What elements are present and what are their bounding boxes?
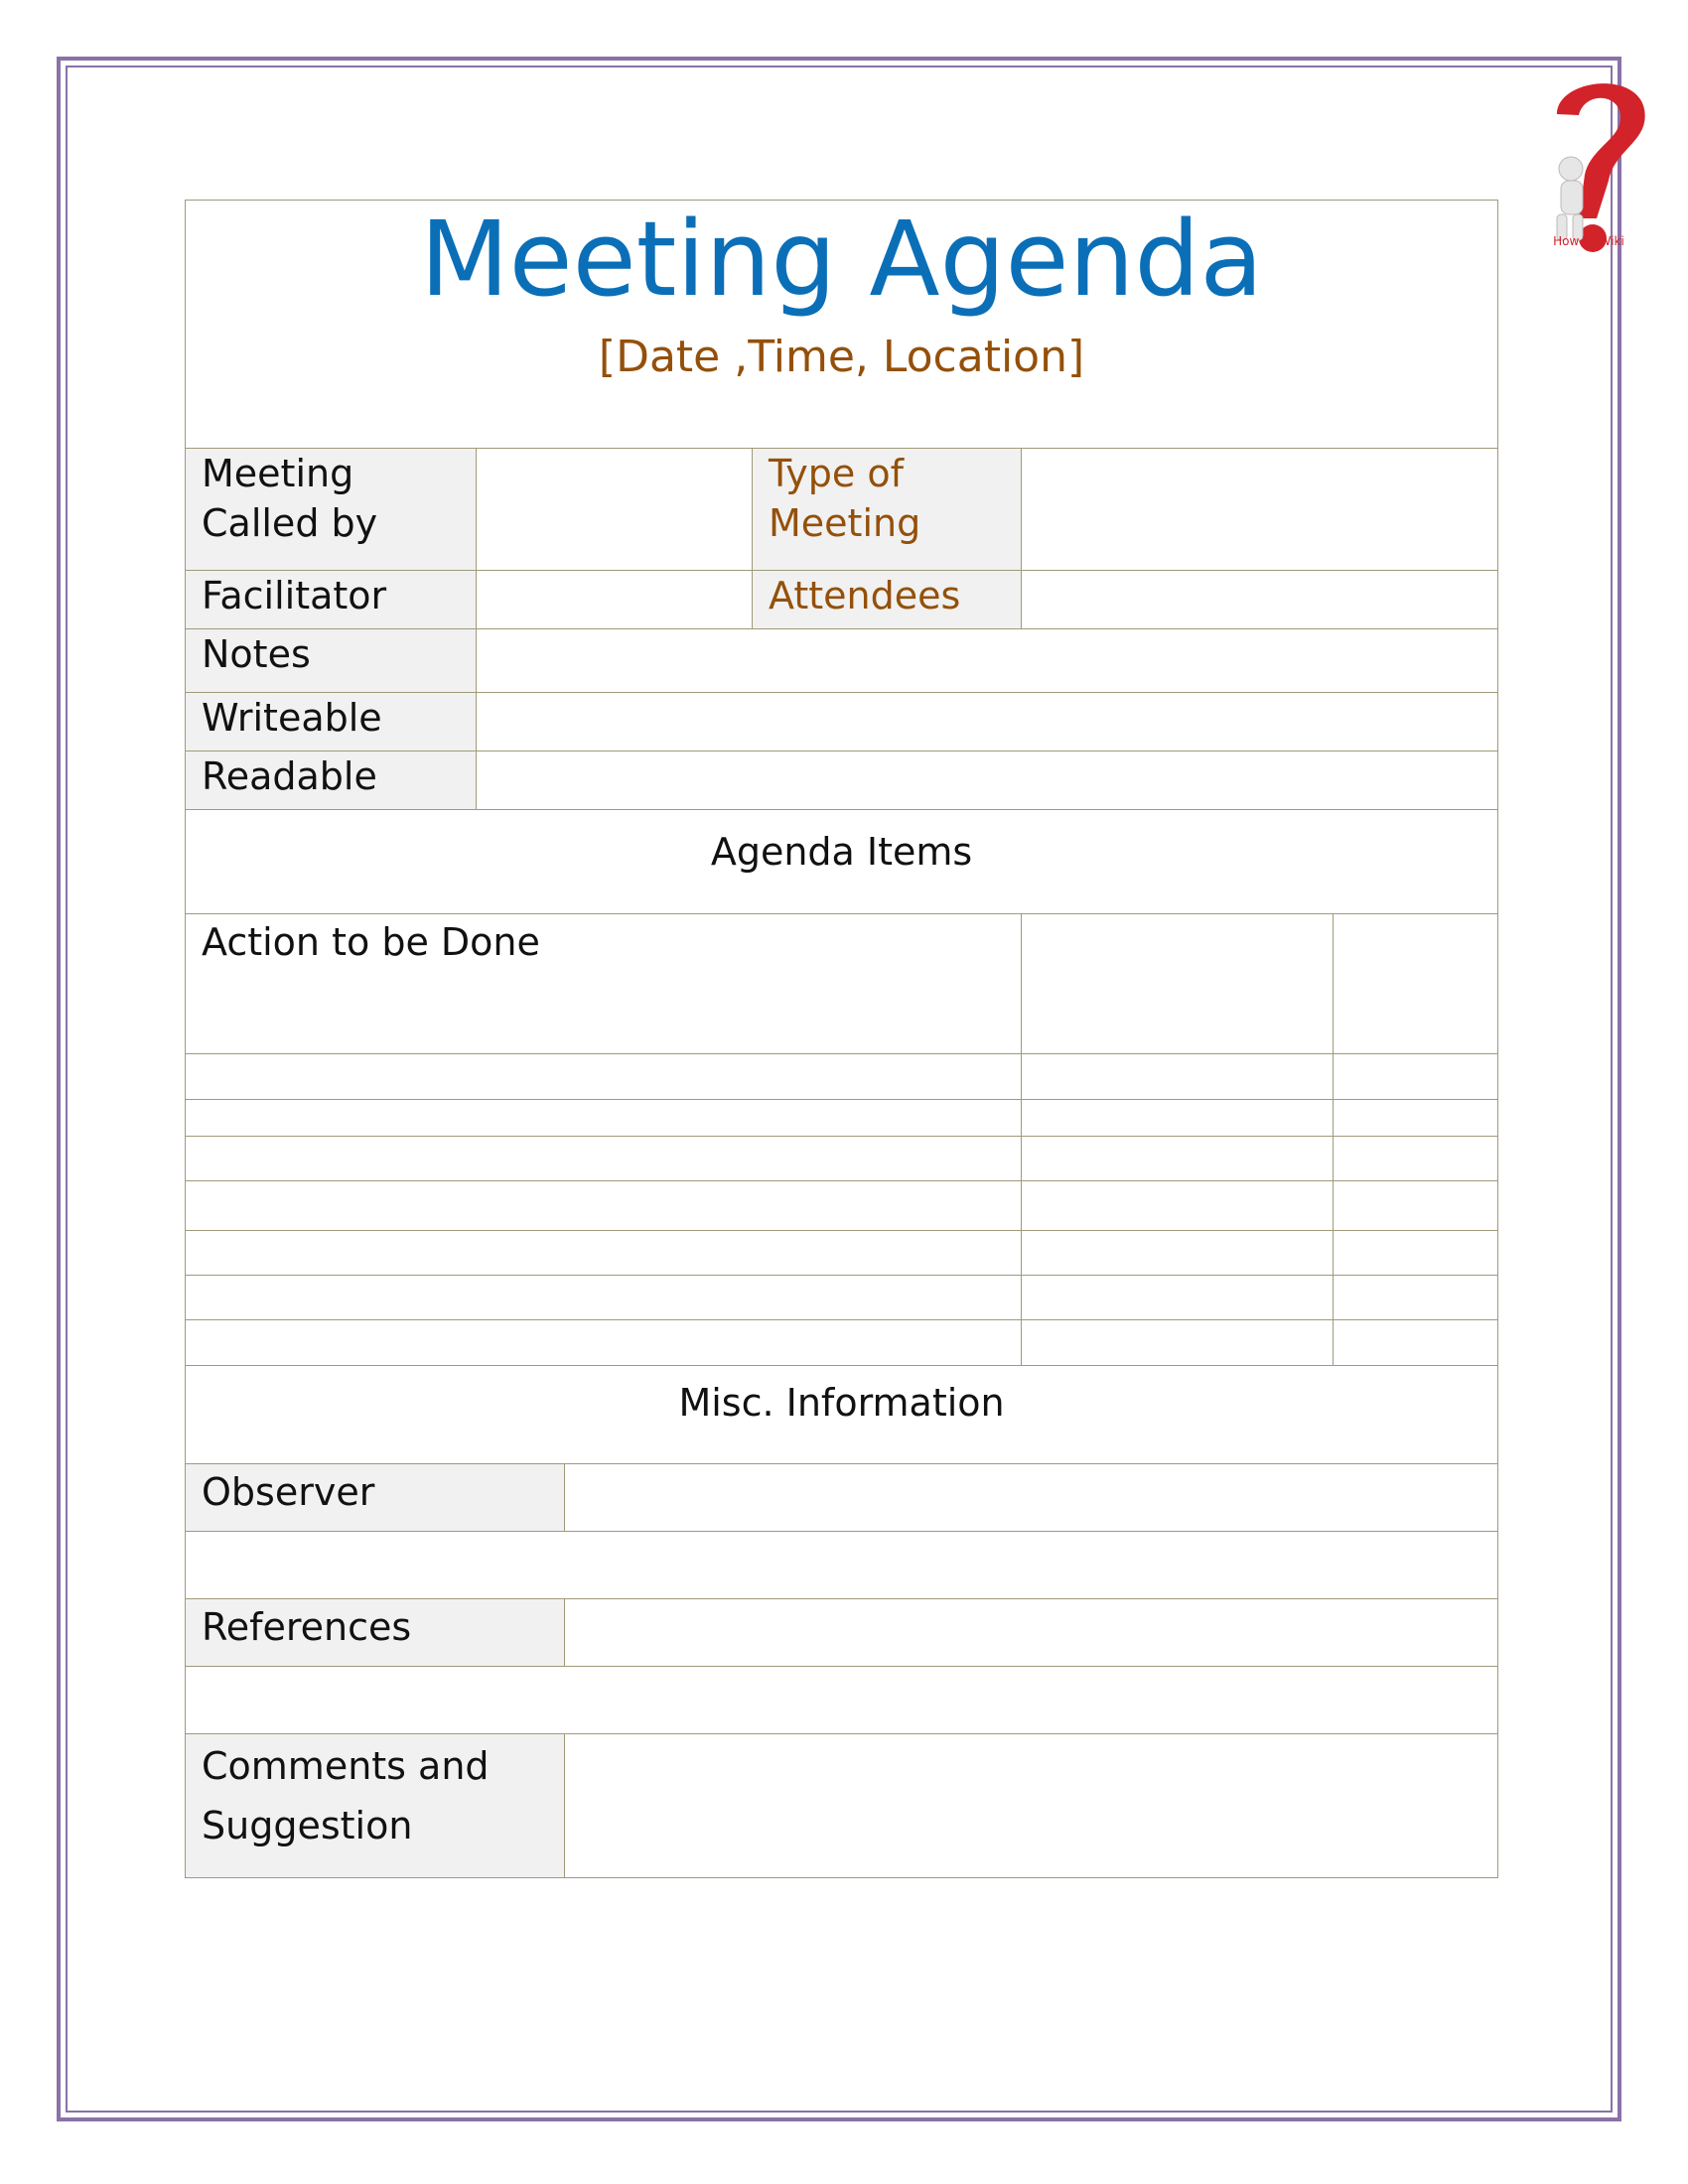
agenda-header-cell-3[interactable] (1334, 914, 1498, 1054)
agenda-row (186, 1100, 1498, 1137)
agenda-action-cell[interactable] (186, 1276, 1022, 1320)
agenda-cell[interactable] (1022, 1320, 1334, 1366)
agenda-form (185, 200, 1498, 1878)
agenda-action-cell[interactable] (186, 1231, 1022, 1276)
agenda-cell[interactable] (1022, 1231, 1334, 1276)
action-to-be-done-label: Action to be Done (186, 914, 1022, 1054)
agenda-action-cell[interactable] (186, 1181, 1022, 1231)
agenda-cell[interactable] (1022, 1137, 1334, 1181)
agenda-header-cell-2[interactable] (1022, 914, 1334, 1054)
title-block (186, 201, 1498, 449)
agenda-action-cell[interactable] (186, 1054, 1022, 1100)
references-label: References (186, 1599, 565, 1667)
facilitator-label: Facilitator (186, 571, 477, 629)
question-mark-figure-icon (1537, 69, 1656, 258)
agenda-action-cell[interactable] (186, 1100, 1022, 1137)
observer-notes-field[interactable] (186, 1532, 1498, 1599)
agenda-cell[interactable] (1334, 1137, 1498, 1181)
agenda-row (186, 1320, 1498, 1366)
agenda-row (186, 1137, 1498, 1181)
references-field[interactable] (565, 1599, 1498, 1667)
agenda-cell[interactable] (1022, 1054, 1334, 1100)
page-title: Meeting Agenda (419, 199, 1264, 320)
references-notes-field[interactable] (186, 1667, 1498, 1734)
misc-information-heading: Misc. Information (186, 1366, 1498, 1464)
facilitator-field[interactable] (477, 571, 753, 629)
agenda-row (186, 1054, 1498, 1100)
notes-field[interactable] (477, 629, 1498, 693)
readable-field[interactable] (477, 751, 1498, 810)
agenda-cell[interactable] (1334, 1320, 1498, 1366)
agenda-cell[interactable] (1334, 1276, 1498, 1320)
date-time-location: [Date ,Time, Location] (598, 332, 1085, 383)
comments-field[interactable] (565, 1734, 1498, 1878)
agenda-items-heading: Agenda Items (186, 810, 1498, 914)
writeable-label: Writeable (186, 693, 477, 751)
attendees-field[interactable] (1022, 571, 1498, 629)
type-of-meeting-field[interactable] (1022, 449, 1498, 571)
observer-label: Observer (186, 1464, 565, 1532)
called-by-field[interactable] (477, 449, 753, 571)
agenda-row (186, 1231, 1498, 1276)
agenda-cell[interactable] (1022, 1100, 1334, 1137)
agenda-cell[interactable] (1022, 1181, 1334, 1231)
attendees-label: Attendees (753, 571, 1022, 629)
agenda-cell[interactable] (1334, 1100, 1498, 1137)
readable-label: Readable (186, 751, 477, 810)
agenda-action-cell[interactable] (186, 1320, 1022, 1366)
agenda-cell[interactable] (1022, 1276, 1334, 1320)
called-by-label: Meeting Called by (186, 449, 477, 571)
agenda-action-cell[interactable] (186, 1137, 1022, 1181)
type-of-meeting-label: Type of Meeting (753, 449, 1022, 571)
writeable-field[interactable] (477, 693, 1498, 751)
agenda-row (186, 1181, 1498, 1231)
agenda-row (186, 1276, 1498, 1320)
logo-caption: How To Wiki (1553, 234, 1624, 248)
agenda-cell[interactable] (1334, 1054, 1498, 1100)
notes-label: Notes (186, 629, 477, 693)
observer-field[interactable] (565, 1464, 1498, 1532)
agenda-cell[interactable] (1334, 1181, 1498, 1231)
comments-and-suggestion-label: Comments and Suggestion (186, 1734, 565, 1878)
agenda-cell[interactable] (1334, 1231, 1498, 1276)
